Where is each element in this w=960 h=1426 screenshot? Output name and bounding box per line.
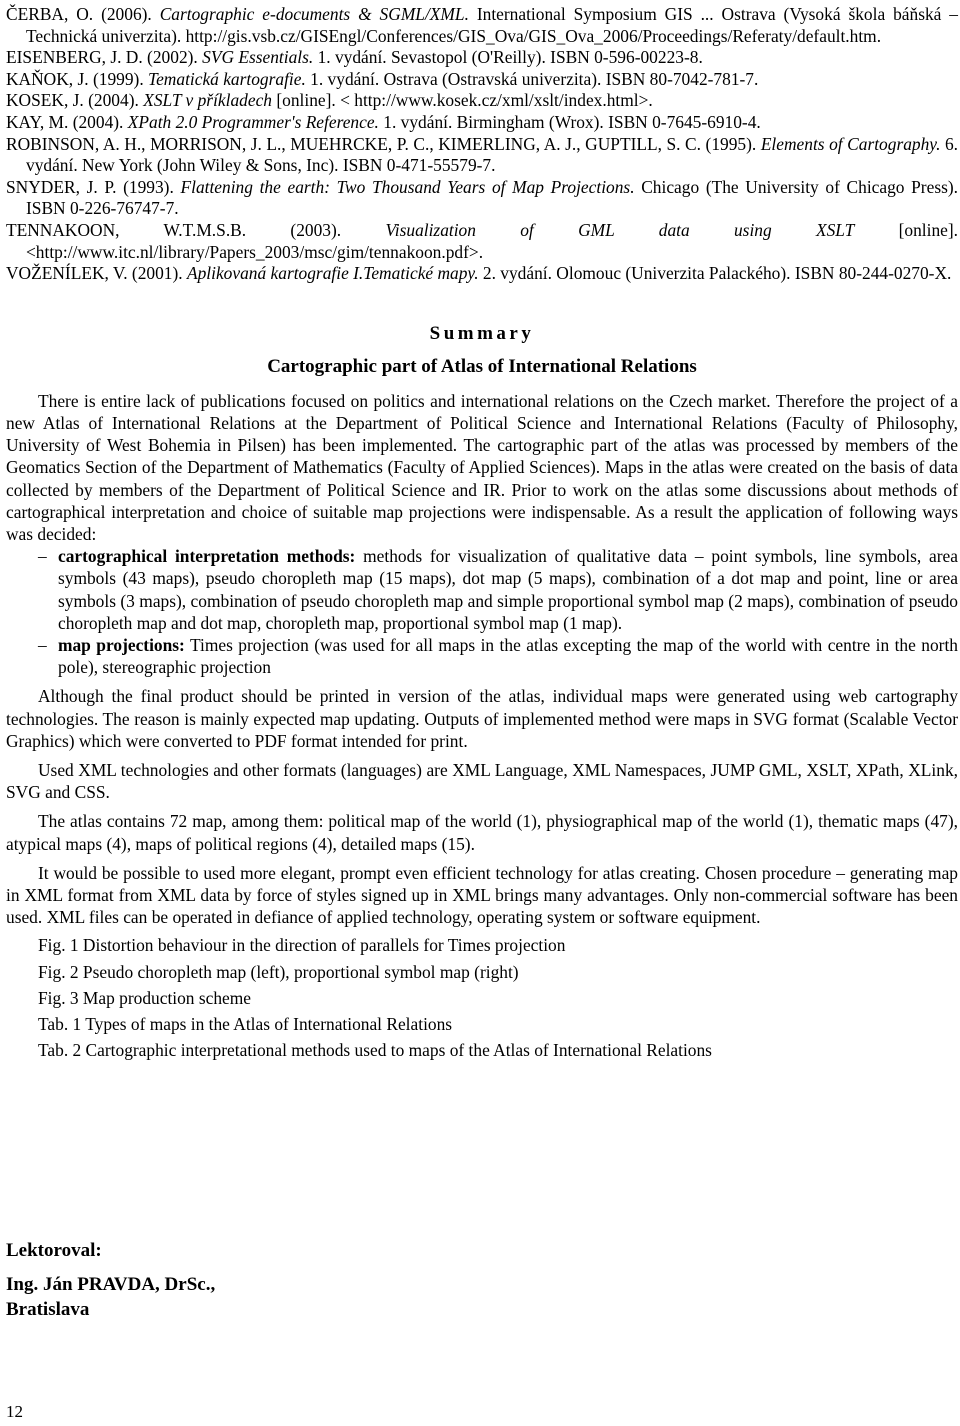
reviewer-label: Lektoroval: bbox=[6, 1240, 102, 1261]
summary-paragraph: Used XML technologies and other formats (languages) are XML Language, XML Namespaces, JUMP GML, XSLT, XPath, XLink, SVG and CSS. bbox=[6, 759, 958, 803]
reference-item bbox=[6, 263, 958, 285]
summary-body bbox=[6, 390, 958, 929]
reference-details: [online]. < http://www.kosek.cz/xml/xslt/index.html>. bbox=[272, 90, 653, 111]
reference-item bbox=[6, 47, 958, 69]
reference-author: VOŽENÍLEK, V. (2001). bbox=[6, 263, 187, 284]
reference-details: [online]. <http://www.itc.nl/library/Papers_2003/msc/gim/tennakoon.pdf>. bbox=[26, 219, 958, 262]
reference-details: 6. vydání. New York (John Wiley & Sons, Inc). ISBN 0-471-55579-7. bbox=[26, 133, 959, 176]
reference-details: International Symposium GIS ... Ostrava (Vysoká škola báňská – Technická univerzita). http://gis.vsb.cz/GISEngl/Conferences/GIS_Ova/GIS_Ova_2006/Proceedings/Referaty/default.htm. bbox=[26, 4, 958, 46]
page-number: 12 bbox=[6, 1402, 23, 1421]
figure-caption-list bbox=[6, 932, 958, 1063]
reference-title: SVG Essentials. bbox=[202, 47, 314, 68]
summary-heading: Summary bbox=[429, 322, 535, 344]
reference-author: KAŇOK, J. (1999). bbox=[6, 68, 149, 89]
reference-author: TENNAKOON, W.T.M.S.B. (2003). bbox=[6, 219, 386, 240]
reference-author: KAY, M. (2004). bbox=[6, 111, 128, 132]
reference-item bbox=[6, 4, 958, 47]
reference-item bbox=[6, 220, 958, 263]
table-caption: Tab. 1 Types of maps in the Atlas of International Relations bbox=[38, 1014, 453, 1034]
reference-author: KOSEK, J. (2004). bbox=[6, 90, 144, 111]
list-item bbox=[6, 545, 958, 634]
reference-item bbox=[6, 134, 958, 177]
reference-item bbox=[6, 69, 958, 91]
reference-details: 2. vydání. Olomouc (Univerzita Palackého). ISBN 80-244-0270-X. bbox=[478, 263, 952, 284]
reference-author: SNYDER, J. P. (1993). bbox=[6, 176, 181, 197]
list-item bbox=[6, 634, 958, 678]
reference-author: ROBINSON, A. H., MORRISON, J. L., MUEHRCKE, P. C., KIMERLING, A. J., GUPTILL, S. C. (1995). bbox=[6, 133, 761, 154]
reference-list bbox=[6, 4, 958, 285]
summary-paragraph: There is entire lack of publications focused on politics and international relations on the Czech market. Therefore the project of a new Atlas of International Relations at the Department of Political Science and International Relations (Faculty of Philosophy, University of West Bohemia in Pilsen) has been implemented. The cartographic part of the atlas was processed by members of the Geomatics Section of the Department of Mathematics (Faculty of Applied Sciences). Maps in the atlas were created on the basis of data collected by members of the Department of Political Science and IR. Prior to work on the atlas some discussions about methods of cartographical interpretation and choice of suitable map projections were indispensable. As a result the application of following ways was decided: bbox=[6, 390, 958, 544]
page bbox=[6, 4, 958, 1063]
list-item-label: map projections: bbox=[58, 634, 185, 655]
table-caption: Tab. 2 Cartographic interpretational methods used to maps of the Atlas of International Relations bbox=[38, 1040, 712, 1061]
dash-bullet: – bbox=[38, 634, 47, 655]
reference-details: Chicago (The University of Chicago Press). ISBN 0-226-76747-7. bbox=[26, 176, 958, 219]
reference-details: 1. vydání. Ostrava (Ostravská univerzita). ISBN 80-7042-781-7. bbox=[305, 68, 759, 89]
reference-item bbox=[6, 112, 958, 134]
figure-caption: Fig. 3 Map production scheme bbox=[38, 987, 252, 1008]
reference-details: 1. vydání. Birmingham (Wrox). ISBN 0-7645-6910-4. bbox=[378, 111, 761, 132]
reviewer-city: Bratislava bbox=[6, 1299, 90, 1320]
reference-title: Visualization of GML data using XSLT bbox=[385, 219, 855, 240]
reference-title: Elements of Cartography. bbox=[760, 133, 941, 154]
list-item-text: methods for visualization of qualitative data – point symbols, line symbols, area symbols (43 maps), pseudo choropleth map (15 maps), dot map (5 maps), combination of a dot map and point, line or area symbols (3 maps), combination of pseudo choropleth map and simple proportional symbol map (2 maps), combination of pseudo choropleth map and dot map, choropleth map, proportional symbol map (1 map). bbox=[58, 546, 958, 633]
reviewer-block bbox=[6, 1238, 215, 1322]
summary-paragraph: It would be possible to used more elegant, prompt even efficient technology for atlas creating. Chosen procedure – generating map in XML format from XML data by force of styles signed up in XML brings many advantages. Only non-commercial software has been used. XML files can be operated in defiance of applied technology, operating system or software equipment. bbox=[6, 862, 958, 928]
summary-title: Cartographic part of Atlas of International Relations bbox=[267, 355, 697, 377]
figure-caption: Fig. 2 Pseudo choropleth map (left), proportional symbol map (right) bbox=[38, 961, 519, 982]
reference-author: ČERBA, O. (2006). bbox=[6, 4, 160, 24]
list-item-text: Times projection (was used for all maps in the atlas excepting the map of the world with centre in the north pole), stereographic projection bbox=[58, 634, 958, 678]
list-item-label: cartographical interpretation methods: bbox=[58, 546, 356, 567]
dash-bullet: – bbox=[38, 546, 47, 567]
reference-title: Tematická kartografie. bbox=[148, 68, 306, 89]
reference-title: XSLT v příkladech bbox=[143, 90, 272, 111]
reference-title: XPath 2.0 Programmer's Reference. bbox=[127, 111, 379, 132]
summary-paragraph: Although the final product should be printed in version of the atlas, individual maps were generated using web cartography technologies. The reason is mainly expected map updating. Outputs of implemented method were maps in SVG format (Scalable Vector Graphics) which were converted to PDF format intended for print. bbox=[6, 686, 958, 751]
reference-title: Aplikovaná kartografie I.Tematické mapy. bbox=[186, 263, 479, 284]
figure-caption: Fig. 1 Distortion behaviour in the direction of parallels for Times projection bbox=[38, 935, 566, 956]
summary-paragraph: The atlas contains 72 map, among them: political map of the world (1), physiographical map of the world (1), thematic maps (47), atypical maps (4), maps of political regions (4), detailed maps (15). bbox=[6, 811, 958, 854]
reference-item bbox=[6, 90, 958, 112]
reference-details: 1. vydání. Sevastopol (O'Reilly). ISBN 0-596-00223-8. bbox=[313, 47, 703, 68]
reference-title: Cartographic e-documents & SGML/XML. bbox=[159, 4, 469, 24]
reviewer-name: Ing. Ján PRAVDA, DrSc., bbox=[6, 1274, 216, 1295]
reference-author: EISENBERG, J. D. (2002). bbox=[6, 47, 203, 68]
reference-title: Flattening the earth: Two Thousand Years of Map Projections. bbox=[180, 176, 635, 197]
reference-item bbox=[6, 177, 958, 220]
